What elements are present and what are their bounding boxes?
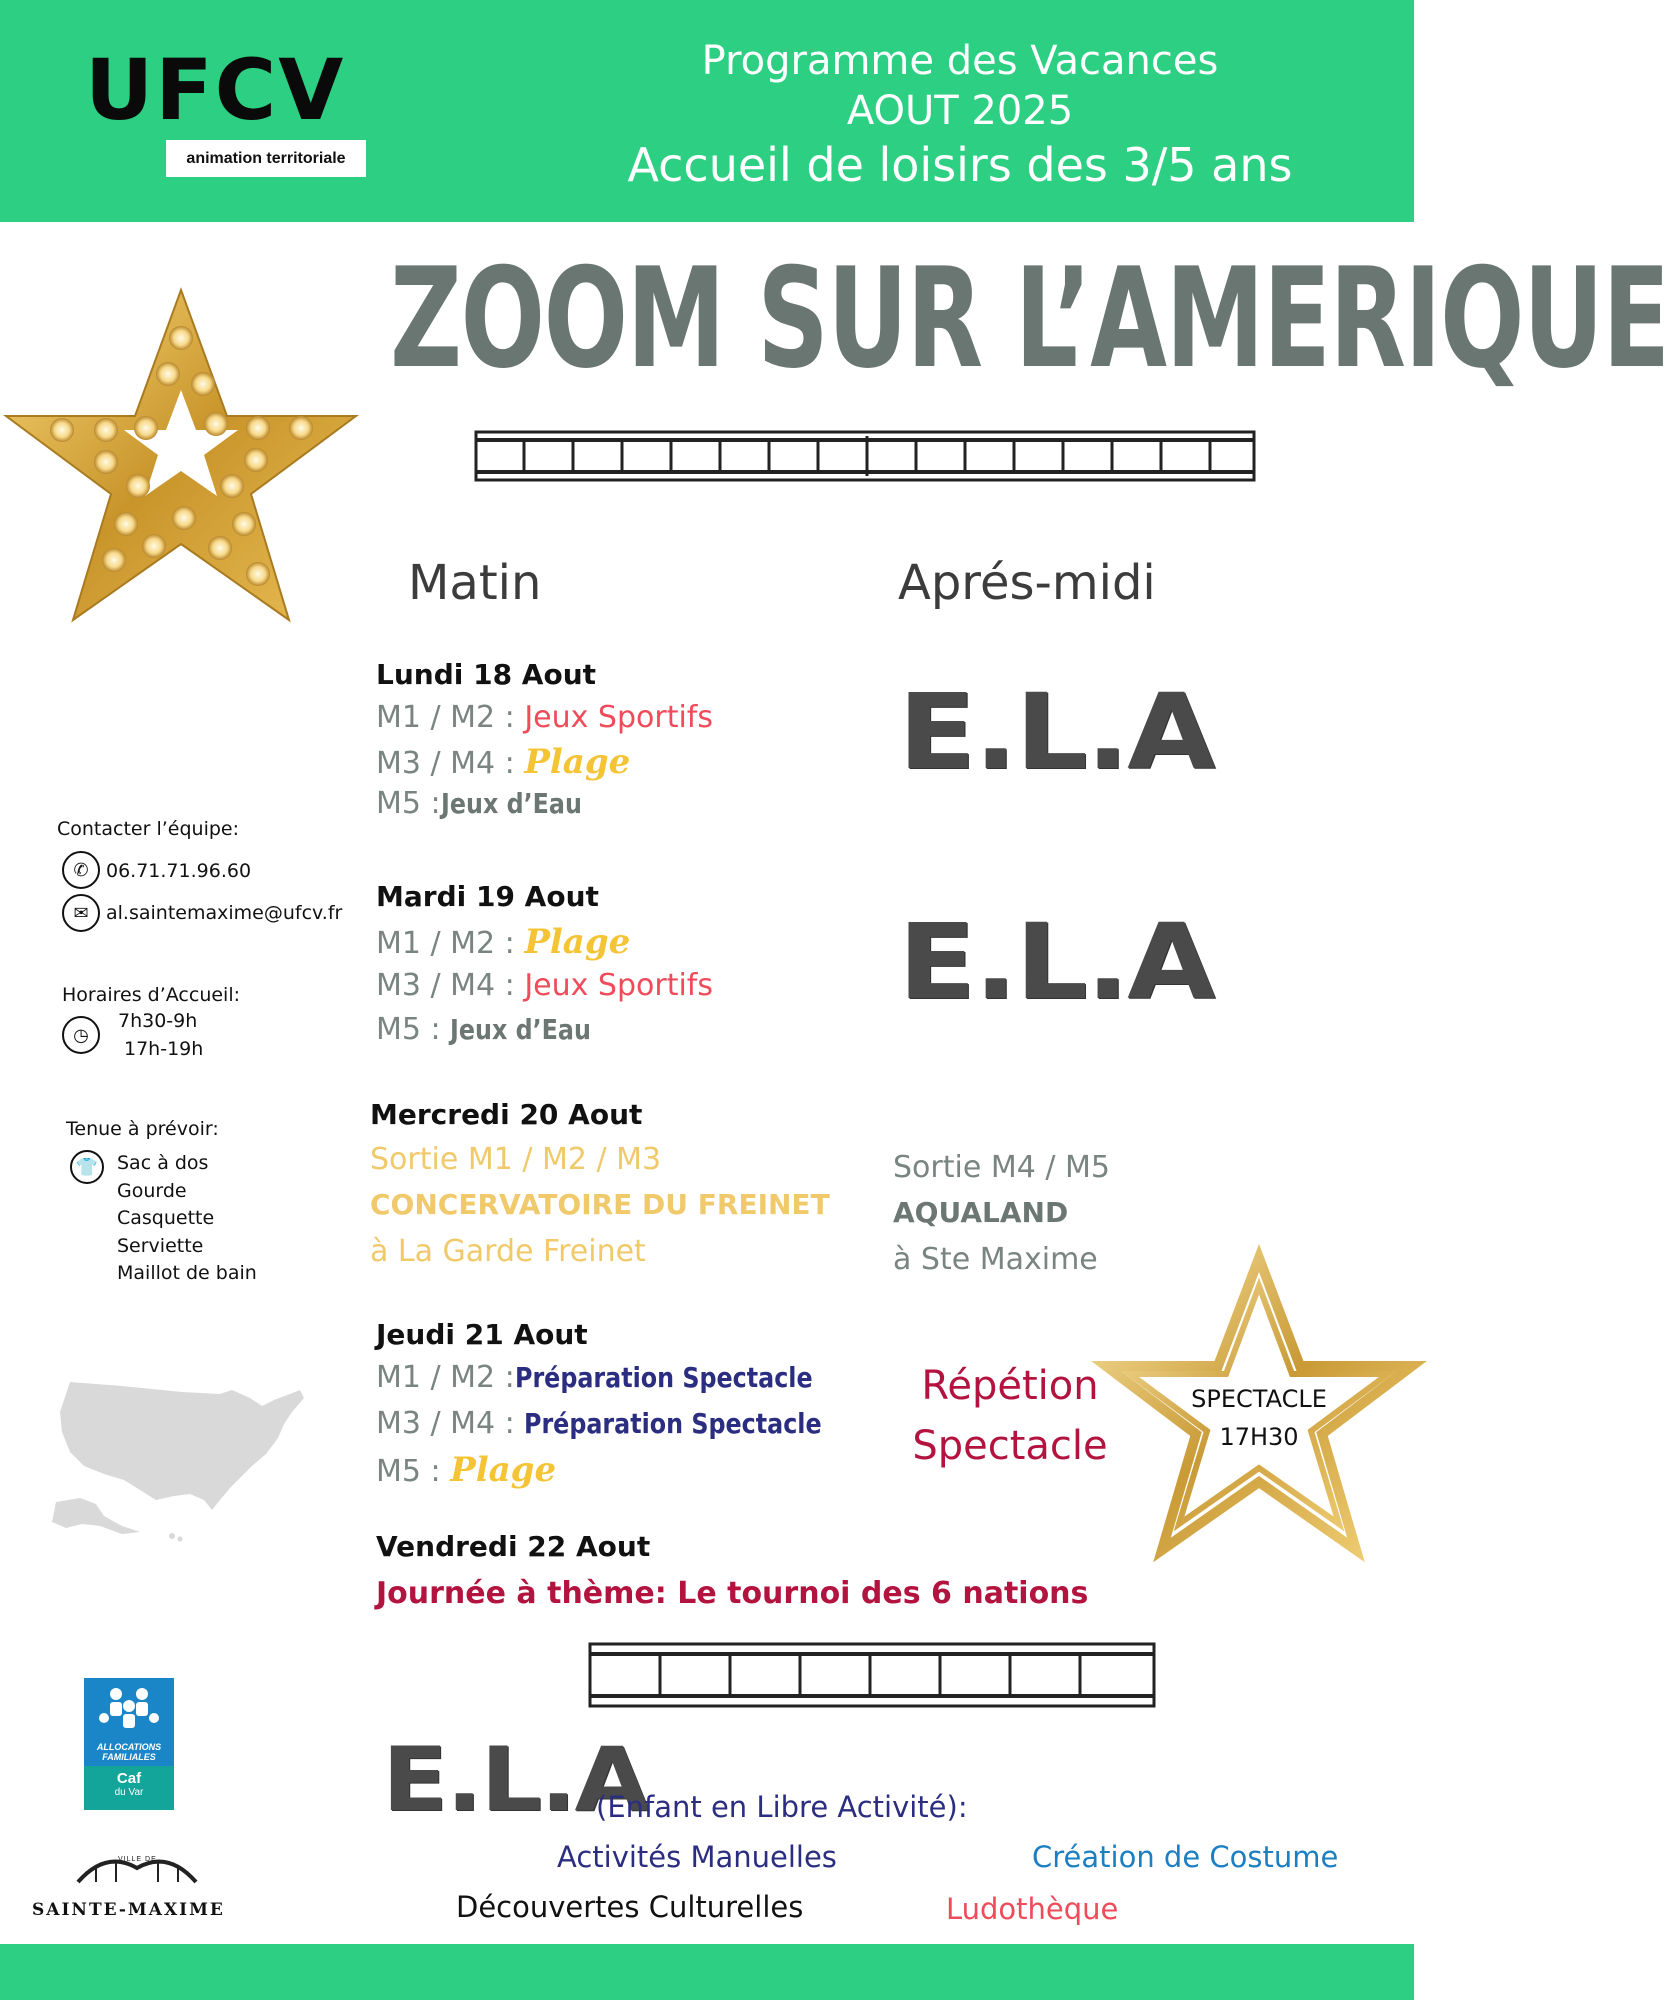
contact-heading: Contacter l’équipe:: [57, 818, 240, 840]
outfit-item: Gourde: [117, 1179, 187, 1202]
caf-text-1: ALLOCATIONS: [96, 1742, 162, 1752]
day-label-friday: Vendredi 22 Aout: [376, 1530, 651, 1563]
show-time-badge: [1144, 1380, 1374, 1456]
header-line-1: Programme des Vacances: [701, 38, 1219, 84]
wednesday-afternoon-line-3: à Ste Maxime: [893, 1242, 1098, 1277]
tshirt-icon: 👕: [70, 1150, 104, 1184]
caf-text-3: Caf: [116, 1770, 142, 1787]
monday-line-3: M5 :Jeux d’Eau: [376, 786, 582, 821]
thursday-afternoon-rehearsal: [906, 1356, 1114, 1476]
day-label-wednesday: Mercredi 20 Aout: [370, 1098, 643, 1131]
caf-logo: [84, 1678, 174, 1810]
star-bulbs-icon: [6, 290, 356, 625]
thursday-line-1: M1 / M2 :Préparation Spectacle: [376, 1360, 813, 1395]
outfit-item: Serviette: [117, 1234, 204, 1257]
usa-map-icon: [52, 1376, 310, 1544]
ela-activity-ludotheque: Ludothèque: [946, 1892, 1119, 1926]
ela-activity-costume: Création de Costume: [1032, 1840, 1339, 1874]
day-label-thursday: Jeudi 21 Aout: [376, 1318, 588, 1351]
hours-slot-1: 7h30-9h: [118, 1010, 198, 1032]
hours-slot-2: 17h-19h: [124, 1038, 204, 1060]
show-time: 17H30: [1219, 1423, 1299, 1451]
header-line-3: Accueil de loisirs des 3/5 ans: [627, 138, 1293, 192]
page-title: ZOOM SUR L’AMERIQUE: [390, 238, 1669, 399]
contact-email: al.saintemaxime@ufcv.fr: [106, 902, 343, 924]
afternoon-column-heading: Aprés-midi: [898, 555, 1156, 611]
ela-activity-manual: Activités Manuelles: [557, 1840, 837, 1874]
thursday-line-2: M3 / M4 : Préparation Spectacle: [376, 1406, 822, 1441]
outfit-item: Sac à dos: [117, 1152, 209, 1174]
clock-icon: ◷: [62, 1016, 100, 1054]
thursday-line-3: M5 : Plage: [376, 1450, 557, 1490]
film-strip-icon: [590, 1644, 1154, 1706]
monday-line-1: M1 / M2 : Jeux Sportifs: [376, 700, 713, 735]
day-label-tuesday: Mardi 19 Aout: [376, 880, 599, 913]
tuesday-line-2: M3 / M4 : Jeux Sportifs: [376, 968, 713, 1003]
monday-afternoon-ela: E.L.A: [898, 671, 1214, 793]
wednesday-morning-line-2: CONCERVATOIRE DU FREINET: [370, 1188, 830, 1221]
family-icon: [94, 1684, 164, 1736]
monday-line-2: M3 / M4 : Plage: [376, 742, 631, 782]
outfit-item: Maillot de bain: [117, 1262, 257, 1284]
ela-definition: (Enfant en Libre Activité):: [596, 1790, 968, 1824]
wednesday-morning-line-3: à La Garde Freinet: [370, 1234, 646, 1269]
friday-theme-day: Journée à thème: Le tournoi des 6 nations: [376, 1576, 1089, 1611]
mail-icon: ✉: [62, 894, 100, 932]
city-label-small: VILLE DE: [118, 1856, 157, 1863]
rehearsal-line-1: Répétion: [921, 1363, 1099, 1409]
ela-legend-logo: E.L.A: [382, 1728, 648, 1831]
tuesday-line-1: M1 / M2 : Plage: [376, 922, 631, 962]
morning-column-heading: Matin: [408, 555, 542, 611]
rehearsal-line-2: Spectacle: [912, 1423, 1108, 1469]
contact-phone: 06.71.71.96.60: [106, 860, 252, 882]
outfit-heading: Tenue à prévoir:: [66, 1118, 219, 1140]
wednesday-afternoon-line-2: AQUALAND: [893, 1196, 1069, 1229]
wednesday-morning-line-1: Sortie M1 / M2 / M3: [370, 1142, 662, 1177]
caf-text-4: du Var: [114, 1787, 144, 1798]
header-line-2: AOUT 2025: [846, 88, 1074, 134]
footer-banner: [0, 1944, 1414, 2000]
show-label: SPECTACLE: [1191, 1385, 1327, 1413]
ufcv-logo: UFCV: [85, 41, 346, 139]
tuesday-line-3: M5 : Jeux d’Eau: [376, 1012, 592, 1047]
city-name: SAINTE-MAXIME: [32, 1900, 225, 1920]
caf-text-2: FAMILIALES: [102, 1752, 156, 1762]
outfit-item: Casquette: [117, 1207, 215, 1229]
ufcv-logo-subtitle: animation territoriale: [166, 140, 366, 177]
ela-activity-culture: Découvertes Culturelles: [456, 1890, 804, 1924]
day-label-monday: Lundi 18 Aout: [376, 658, 597, 691]
phone-icon: ✆: [62, 851, 100, 889]
wednesday-afternoon-line-1: Sortie M4 / M5: [893, 1150, 1110, 1185]
film-strip-icon: [476, 432, 1254, 480]
outfit-list: [117, 1150, 257, 1288]
hours-heading: Horaires d’Accueil:: [62, 984, 241, 1006]
tuesday-afternoon-ela: E.L.A: [898, 901, 1214, 1023]
